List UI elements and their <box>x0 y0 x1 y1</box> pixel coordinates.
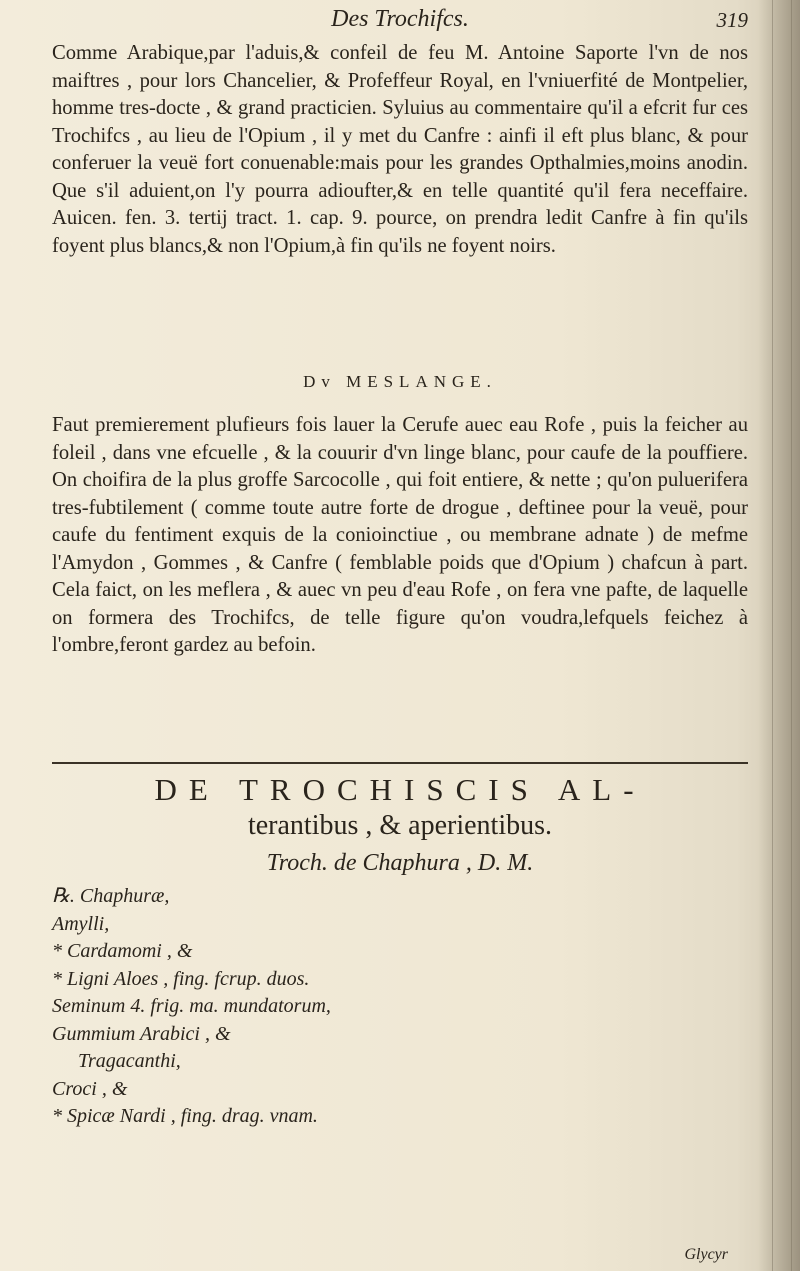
paragraph-continued <box>52 40 748 260</box>
ingredient-line: Amylli, <box>52 912 110 935</box>
recipe-title: Troch. de Chaphura , D. M. <box>266 850 534 876</box>
ingredient-line: Gummium Arabici , & <box>52 1022 231 1045</box>
page-edge-lines <box>772 0 792 1271</box>
ingredient-line: * Ligni Aloes , fing. fcrup. duos. <box>52 967 310 990</box>
section-heading: Dv MESLANGE. <box>303 372 497 391</box>
ingredient-line: Tragacanthi, <box>78 1050 181 1072</box>
running-head-title: Des Trochifcs. <box>331 6 469 32</box>
page-number: 319 <box>716 8 748 32</box>
ingredient-line: Seminum 4. frig. ma. mundatorum, <box>52 995 331 1017</box>
chapter-rule <box>52 762 748 764</box>
running-head <box>52 6 748 36</box>
catchword: Glycyr <box>684 1246 728 1263</box>
ingredient-line: Croci , & <box>52 1077 128 1100</box>
ingredient-line: * Cardamomi , & <box>52 940 193 962</box>
section-mixing <box>52 366 748 394</box>
ingredient-line: ℞. Chaphuræ, <box>52 885 170 907</box>
paragraph-2-text: Faut premierement plufieurs fois lauer la Cerufe auec eau Rofe , puis la feicher au foleil , dans vne efcuelle , & la couurir d'vn linge blanc, pour caufe de la pouffiere. On choifira de la plus groffe Sarcocolle , qui foit entiere, & nette ; qu'on puluerifera tres-fubtilement ( comme toute autre forte de drogue , deftinee pour la veuë, pour caufe du fentiment exquis de la conioinctiue , ou membrane adnate ) de mefme l'Amydon , Gommes , & Canfre ( femblable poids que d'Opium ) chafcun à part. Cela faict, on les meflera , & auec vn peu d'eau Rofe , on fera vne pafte, de laquelle on formera des Trochifcs, de telle figure qu'on voudra,lefquels feichez à l'ombre,feront gardez au befoin. <box>52 414 748 656</box>
paragraph-1-text: Comme Arabique,par l'aduis,& confeil de feu M. Antoine Saporte l'vn de nos maiftres , pour lors Chancelier, & Profeffeur Royal, en l'vniuerfité de Montpelier, homme tres-docte , & grand practicien. Syluius au commentaire qu'il a efcrit fur ces Trochifcs , au lieu de l'Opium , il y met du Canfre : ainfi il eft plus blanc, & pour conferuer la veuë fort conuenable:mais pour les grandes Opthalmies,moins anodin. Que s'il aduient,on l'y pourra adioufter,& en telle quantité qu'il fera neceffaire. Auicen. fen. 3. tertij tract. 1. cap. 9. pource, on prendra ledit Canfre à fin qu'ils foyent plus blancs,& non l'Opium,à fin qu'ils ne foyent noirs. <box>52 42 748 257</box>
paragraph-mixing <box>52 412 748 660</box>
ingredient-list <box>52 883 748 1131</box>
ingredient-line: * Spicæ Nardi , fing. drag. vnam. <box>52 1105 318 1127</box>
chapter-subtitle: terantibus , & aperientibus. <box>247 810 553 841</box>
chapter-block <box>52 752 748 1131</box>
chapter-title: DE TROCHISCIS AL- <box>154 772 646 807</box>
